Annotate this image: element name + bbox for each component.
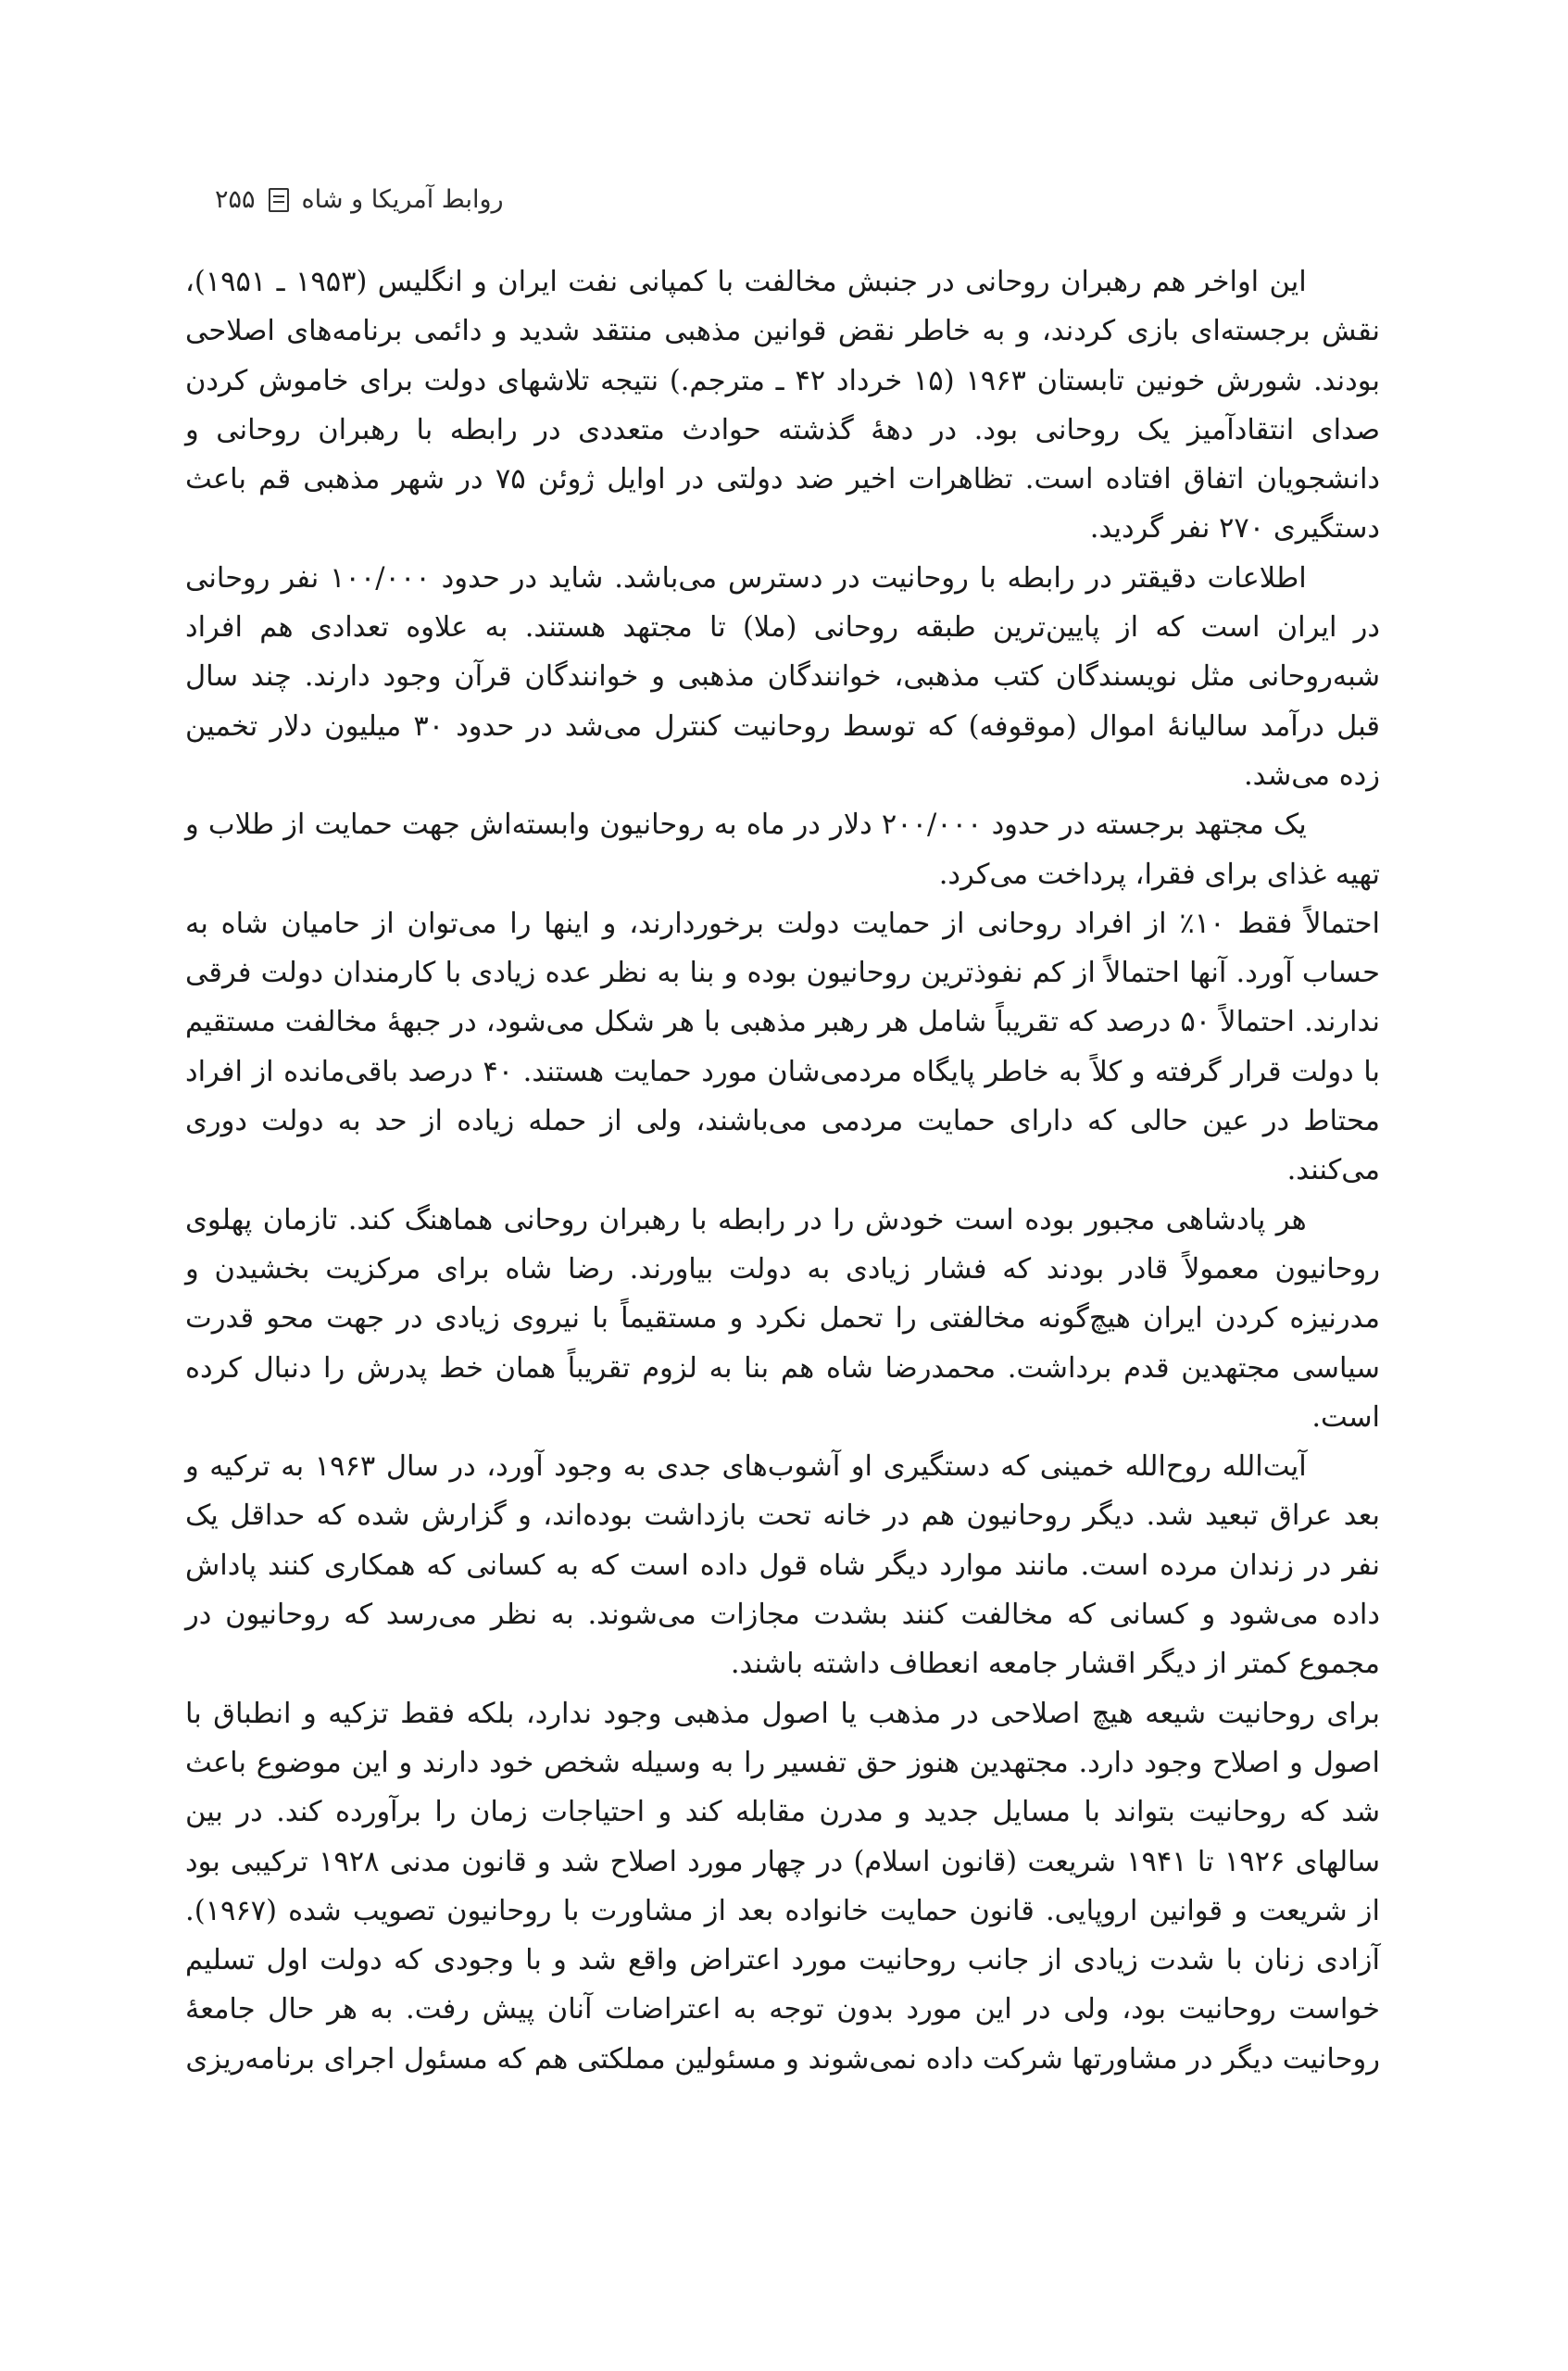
paragraph: این اواخر هم رهبران روحانی در جنبش مخالفت با کمپانی نفت ایران و انگلیس (۱۹۵۳ ـ ۱۹۵۱)، نقش برجسته‌ای بازی کردند، و به خاطر نقض قوانین مذهبی منتقد شدید و دائمی برنامه‌های اصلاحی بودند. شورش خونین تابستان ۱۹۶۳ (۱۵ خرداد ۴۲ ـ مترجم.) نتیجه تلاشهای دولت برای خاموش کردن صدای انتقادآمیز یک روحانی بود. در دههٔ گذشته حوادث متعددی در رابطه با رهبران روحانی و دانشجویان اتفاق افتاده است. تظاهرات اخیر ضد دولتی در اوایل ژوئن ۷۵ در شهر مذهبی قم باعث دستگیری ۲۷۰ نفر گردید. (185, 266, 1380, 546)
paragraph: آیت‌الله روح‌الله خمینی که دستگیری او آشوب‌های جدی به وجود آورد، در سال ۱۹۶۳ به ترکیه و بعد عراق تبعید شد. دیگر روحانیون هم در خانه تحت بازداشت بوده‌اند، و گزارش شده که حداقل یک نفر در زندان مرده است. مانند موارد دیگر شاه قول داده است که به کسانی که همکاری کنند پاداش داده می‌شود و کسانی که مخالفت کنند بشدت مجازات می‌شوند. به نظر می‌رسد که روحانیون در مجموع کمتر از دیگر اقشار جامعه انعطاف داشته باشند. (185, 1450, 1380, 1681)
paragraph: یک مجتهد برجسته در حدود ۲۰۰/۰۰۰ دلار در ماه به روحانیون وابسته‌اش جهت حمایت از طلاب و تهیه غذای برای فقرا، پرداخت می‌کرد. (185, 809, 1380, 891)
paragraph: اطلاعات دقیقتر در رابطه با روحانیت در دسترس می‌باشد. شاید در حدود ۱۰۰/۰۰۰ نفر روحانی در ایران است که از پایین‌ترین طبقه روحانی (ملا) تا مجتهد هستند. به علاوه تعدادی هم افراد شبه‌روحانی مثل نویسندگان کتب مذهبی، خوانندگان مذهبی و خوانندگان قرآن وجود دارند. چند سال قبل درآمد سالیانهٔ اموال (موقوفه) که توسط روحانیت کنترل می‌شد در حدود ۳۰ میلیون دلار تخمین زده می‌شد. (185, 561, 1380, 792)
paragraph: هر پادشاهی مجبور بوده است خودش را در رابطه با رهبران روحانی هماهنگ کند. تازمان پهلوی روحانیون معمولاً قادر بودند که فشار زیادی به دولت بیاورند. رضا شاه برای مرکزیت بخشیدن و مدرنیزه کردن ایران هیچ‌گونه مخالفتی را تحمل نکرد و مستقیماً با نیروی زیادی در جهت محو قدرت سیاسی مجتهدین قدم برداشت. محمدرضا شاه هم بنا به لزوم تقریباً همان خط پدرش را دنبال کرده است. (185, 1203, 1380, 1434)
running-title: روابط آمریکا و شاه (301, 185, 504, 214)
body-text (185, 257, 1380, 2084)
page-number: ۲۵۵ (215, 185, 256, 214)
running-head (215, 185, 504, 214)
book-page-icon (269, 188, 289, 212)
paragraph: احتمالاً فقط ۱۰٪ از افراد روحانی از حمایت دولت برخوردارند، و اینها را می‌توان از حامیان شاه به حساب آورد. آنها احتمالاً از کم نفوذترین روحانیون بوده و بنا به نظر عده زیادی با کارمندان دولت فرقی ندارند. احتمالاً ۵۰ درصد که تقریباً شامل هر رهبر مذهبی با هر شکل می‌شود، در جبههٔ مخالفت مستقیم با دولت قرار گرفته و کلاً به خاطر پایگاه مردمی‌شان مورد حمایت هستند. ۴۰ درصد باقی‌مانده از افراد محتاط در عین حالی که دارای حمایت مردمی می‌باشند، ولی از حمله زیاده از حد به دولت دوری می‌کنند. (185, 907, 1381, 1187)
paragraph: برای روحانیت شیعه هیچ اصلاحی در مذهب یا اصول مذهبی وجود ندارد، بلکه فقط تزکیه و انطباق با اصول و اصلاح وجود دارد. مجتهدین هنوز حق تفسیر را به وسیله شخص خود دارند و این موضوع باعث شد که روحانیت بتواند با مسایل جدید و مدرن مقابله کند و احتیاجات زمان را برآورده کند. در بین سالهای ۱۹۲۶ تا ۱۹۴۱ شریعت (قانون اسلام) در چهار مورد اصلاح شد و قانون مدنی ۱۹۲۸ ترکیبی بود از شریعت و قوانین اروپایی. قانون حمایت خانواده بعد از مشاورت با روحانیون تصویب شده (۱۹۶۷). آزادی زنان با شدت زیادی از جانب روحانیت مورد اعتراض واقع شد و با وجودی که دولت اول تسلیم خواست روحانیت بود، ولی در این مورد بدون توجه به اعتراضات آنان پیش رفت. به هر حال جامعهٔ روحانیت دیگر در مشاورتها شرکت داده نمی‌شوند و مسئولین مملکتی هم که مسئول اجرای برنامه‌ریزی (185, 1697, 1381, 2076)
